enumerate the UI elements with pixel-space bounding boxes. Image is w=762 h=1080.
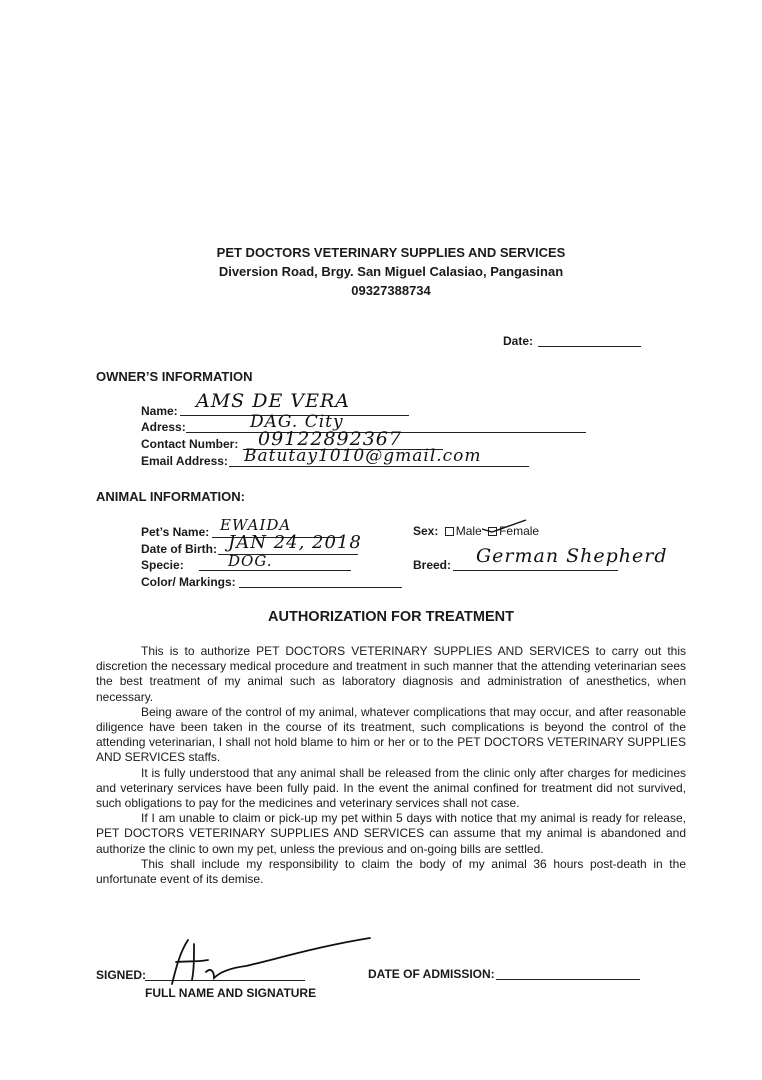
sex-female-label: Female [499, 524, 540, 538]
sex-label: Sex: [413, 524, 439, 538]
dob-value: JAN 24, 2018 [228, 532, 362, 553]
authorization-body [96, 644, 686, 887]
contact-number-label: Contact Number: [141, 437, 239, 451]
date-field[interactable] [538, 346, 641, 347]
date-admission-label: DATE OF ADMISSION: [368, 967, 495, 981]
specie-value: DOG. [228, 552, 273, 570]
breed-field[interactable] [453, 570, 618, 571]
owner-name-label: Name: [141, 404, 178, 418]
specie-label: Specie: [141, 558, 184, 572]
sex-male-label: Male [455, 524, 482, 538]
authorization-paragraph-5: This shall include my responsibility to claim the body of my animal 36 hours post-death in the unfortunate event of its demise. [96, 856, 686, 887]
dob-label: Date of Birth: [141, 542, 217, 556]
specie-field[interactable] [199, 570, 351, 571]
authorization-paragraph-2: Being aware of the control of my animal, whatever complications that may occur, and after reasonable diligence have been taken in the course of its treatment, such complications is beyond the control of the attending veterinarian, I shall not hold blame to him or her or to the PET DOCTORS VETERINARY SUPPLIES AND SERVICES staffs. [96, 704, 686, 765]
signature-caption: FULL NAME AND SIGNATURE [145, 986, 317, 1000]
email-label: Email Address: [141, 454, 228, 468]
owner-address-value: DAG. City [250, 412, 344, 432]
email-field[interactable] [229, 466, 529, 467]
sex-male-checkbox[interactable] [445, 527, 454, 536]
contact-number-value: 09122892367 [258, 428, 402, 450]
pet-name-label: Pet’s Name: [141, 525, 210, 539]
owner-address-label: Adress: [141, 420, 186, 434]
owner-section-title: OWNER’S INFORMATION [96, 369, 253, 384]
business-address: Diversion Road, Brgy. San Miguel Calasiao, Pangasinan [218, 264, 564, 279]
authorization-paragraph-3: It is fully understood that any animal shall be released from the clinic only after charges for medicines and veterinary services have been fully paid. In the event the animal confined for treatment did not survived, such obligations to pay for the medicines and veterinary services shall not case. [96, 765, 686, 811]
authorization-paragraph-1: This is to authorize PET DOCTORS VETERINARY SUPPLIES AND SERVICES to carry out this discretion the necessary medical procedure and treatment in such manner that the attending veterinarian sees the best treatment of my animal such as laboratory diagnosis and administration of anesthetics, when necessary. [96, 644, 686, 704]
pet-name-value: EWAIDA [220, 516, 292, 534]
breed-label: Breed: [413, 558, 452, 572]
color-markings-label: Color/ Markings: [141, 575, 236, 589]
authorization-paragraph-4: If I am unable to claim or pick-up my pet within 5 days with notice that my animal is ready for release, PET DOCTORS VETERINARY SUPPLIES AND SERVICES can assume that my animal is abandoned and authorize the clinic to own my pet, unless the previous and on-going bills are settled. [96, 811, 686, 856]
handwritten-signature-icon [150, 932, 375, 992]
business-phone: 09327388734 [351, 283, 431, 298]
date-label: Date: [503, 334, 534, 348]
signed-label: SIGNED: [96, 968, 147, 982]
animal-section-title: ANIMAL INFORMATION: [96, 489, 245, 504]
email-value: Batutay1010@gmail.com [244, 446, 482, 466]
color-markings-field[interactable] [239, 587, 402, 588]
authorization-title: AUTHORIZATION FOR TREATMENT [268, 609, 514, 625]
owner-name-value: AMS DE VERA [196, 390, 350, 412]
date-admission-field[interactable] [496, 979, 640, 980]
female-checkmark-icon [480, 516, 530, 536]
business-name: PET DOCTORS VETERINARY SUPPLIES AND SERVICES [216, 245, 566, 260]
breed-value: German Shepherd [476, 545, 668, 567]
